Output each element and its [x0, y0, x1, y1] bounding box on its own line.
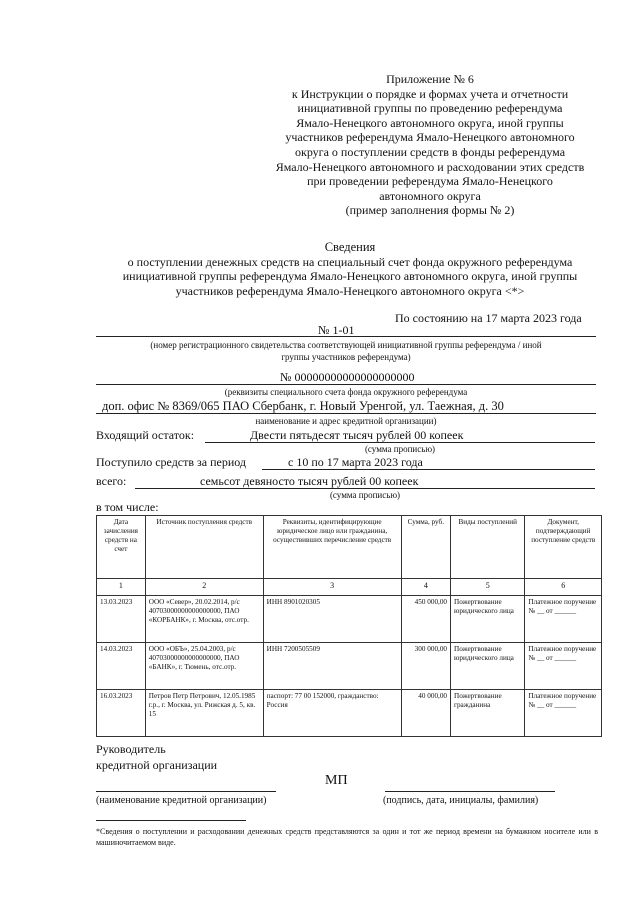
index-cell: 1: [97, 579, 146, 596]
certificate-line: [96, 336, 596, 337]
appendix-line: Приложение № 6: [386, 72, 474, 86]
cell-kind: Пожертвование гражданина: [451, 690, 525, 737]
opening-balance-caption: (сумма прописью): [364, 444, 436, 454]
including-label: в том числе:: [96, 500, 159, 514]
appendix-line: автономного округа: [379, 188, 481, 203]
cell-requisites: ИНН 8901020305: [263, 596, 401, 643]
cell-requisites: ИНН 7200505509: [263, 643, 401, 690]
account-caption: (реквизиты специального счета фонда окружного референдума: [224, 387, 468, 397]
header-source: Источник поступления средств: [145, 516, 263, 579]
appendix-line: (пример заполнения формы № 2): [345, 203, 515, 218]
table-header-row: [97, 516, 602, 579]
appendix-header: [250, 72, 610, 218]
opening-balance-value: Двести пятьдесят тысяч рублей 00 копеек: [250, 428, 464, 442]
title-line: участников референдума Ямало-Ненецкого автономного округа <*>: [175, 283, 525, 298]
footnote-separator: [96, 820, 246, 821]
opening-balance-line: [205, 442, 595, 443]
table-row: [97, 596, 602, 643]
certificate-caption-2: группы участников референдума): [281, 352, 411, 362]
org-name-caption: (наименование кредитной организации): [96, 795, 267, 806]
cell-document: Платежное поручение № __ от ______: [525, 643, 602, 690]
document-title: [90, 240, 610, 298]
certificate-number: № 1-01: [318, 323, 355, 337]
cell-source: ООО «Север», 20.02.2014, р/с 40703000000000000000, ПАО «КОРБАНК», г. Москва, отс.отр.: [145, 596, 263, 643]
cell-kind: Пожертвование юридического лица: [451, 643, 525, 690]
title-line: о поступлении денежных средств на специальный счет фонда окружного референдума: [127, 254, 573, 269]
cell-date: 13.03.2023: [97, 596, 146, 643]
cell-kind: Пожертвование юридического лица: [451, 596, 525, 643]
index-cell: 2: [145, 579, 263, 596]
cell-date: 14.03.2023: [97, 643, 146, 690]
header-date: Дата зачисления средств на счет: [97, 516, 146, 579]
table-index-row: [97, 579, 602, 596]
account-number: № 00000000000000000000: [280, 370, 415, 384]
footnote: *Сведения о поступлении и расходовании денежных средств представляются за один и тот же период времени на бумажном носителе или в машиночитаемом виде.: [96, 827, 598, 847]
title-line: инициативной группы референдума Ямало-Ненецкого автономного округа, иной группы: [122, 269, 578, 283]
bank-caption: наименование и адрес кредитной организации): [255, 416, 437, 426]
table-row: [97, 643, 602, 690]
bank-address: доп. офис № 8369/065 ПАО Сбербанк, г. Новый Уренгой, ул. Таежная, д. 30: [102, 399, 504, 413]
signature-line: [385, 791, 555, 792]
signature-head-2: кредитной организации: [96, 758, 218, 772]
cell-document: Платежное поручение № __ от ______: [525, 596, 602, 643]
cell-source: ООО «ОБЪ», 25.04.2003, р/с 40703000000000000000, ПАО «БАНК», г. Тюмень, отс.отр.: [145, 643, 263, 690]
title-heading: Сведения: [324, 240, 376, 254]
appendix-line: округа о поступлении средств в фонды референдума: [294, 144, 566, 159]
appendix-line: Ямало-Ненецкого автономного округа, иной группы: [296, 115, 564, 130]
header-document: Документ, подтверждающий поступление средств: [525, 516, 602, 579]
total-caption: (сумма прописью): [329, 490, 401, 500]
signature-head-1: Руководитель: [96, 742, 166, 756]
total-line: [135, 488, 595, 489]
received-period: с 10 по 17 марта 2023 года: [288, 455, 423, 469]
opening-balance-label: Входящий остаток:: [96, 428, 195, 442]
receipts-table: [96, 515, 602, 737]
certificate-caption: (номер регистрационного свидетельства соответствующей инициативной группы референдума / иной: [150, 340, 542, 350]
appendix-line: Ямало-Ненецкого автономного и расходовании этих средств: [275, 159, 585, 174]
index-cell: 5: [451, 579, 525, 596]
total-label: всего:: [96, 474, 127, 488]
cell-amount: 300 000,00: [401, 643, 450, 690]
bank-line: [96, 413, 596, 414]
cell-source: Петров Петр Петрович, 12.05.1985 г.р., г. Москва, ул. Рижская д. 5, кв. 15: [145, 690, 263, 737]
header-amount: Сумма, руб.: [401, 516, 450, 579]
index-cell: 3: [263, 579, 401, 596]
appendix-line: при проведении референдума Ямало-Ненецкого: [307, 174, 553, 189]
appendix-line: к Инструкции о порядке и формах учета и отчетности: [291, 86, 569, 101]
header-kind: Виды поступлений: [451, 516, 525, 579]
table-row: [97, 690, 602, 737]
cell-document: Платежное поручение № __ от ______: [525, 690, 602, 737]
received-label: Поступило средств за период: [96, 455, 247, 469]
as-of-date: По состоянию на 17 марта 2023 года: [395, 311, 582, 325]
index-cell: 6: [525, 579, 602, 596]
index-cell: 4: [401, 579, 450, 596]
org-name-line: [96, 791, 276, 792]
total-value: семьсот девяносто тысяч рублей 00 копеек: [200, 474, 419, 488]
cell-requisites: паспорт: 77 00 152000, гражданство: Россия: [263, 690, 401, 737]
account-line: [96, 384, 596, 385]
cell-amount: 40 000,00: [401, 690, 450, 737]
signature-caption: (подпись, дата, инициалы, фамилия): [383, 795, 539, 806]
cell-date: 16.03.2023: [97, 690, 146, 737]
header-requisites: Реквизиты, идентифицирующие юридическое лицо или гражданина, осуществивших перечисление средств: [263, 516, 401, 579]
appendix-line: участников референдума Ямало-Ненецкого автономного: [285, 130, 575, 145]
stamp-placeholder: МП: [325, 773, 348, 788]
cell-amount: 450 000,00: [401, 596, 450, 643]
period-line: [262, 469, 595, 470]
appendix-line: инициативной группы по проведению референдума: [297, 101, 563, 116]
